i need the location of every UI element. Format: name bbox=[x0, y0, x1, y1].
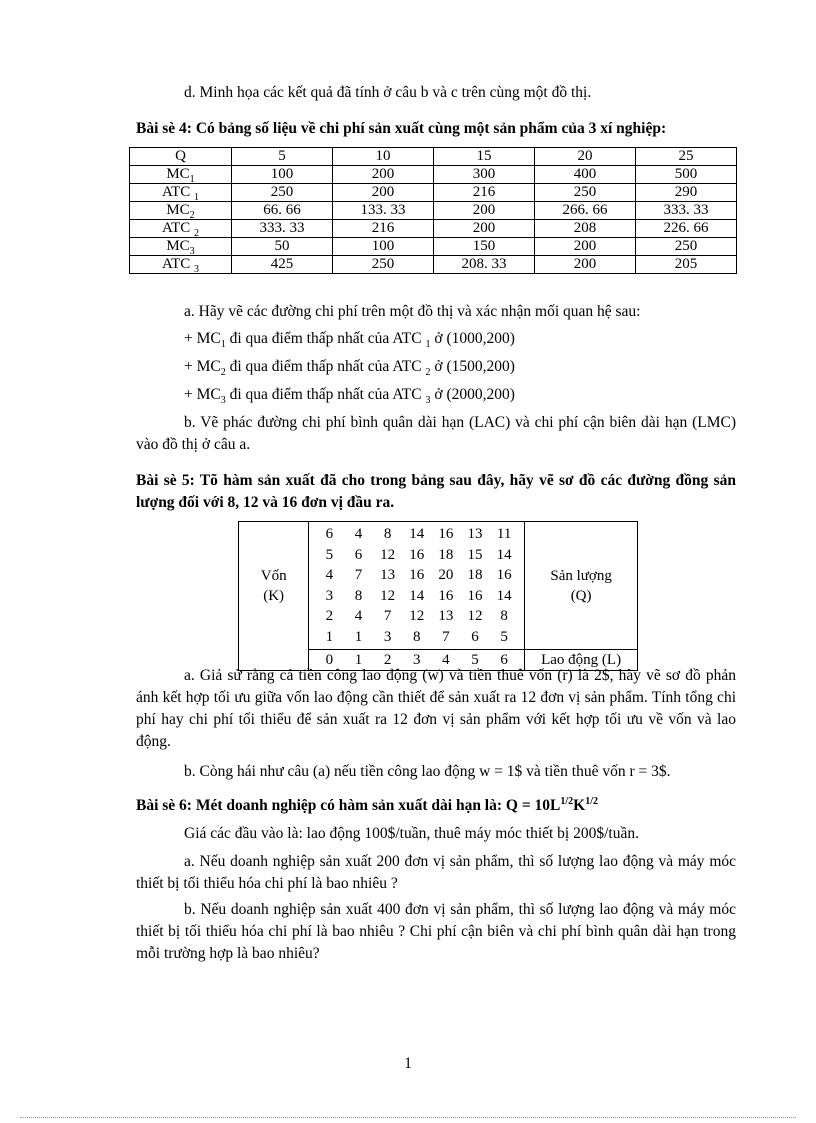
ex6-title: Bài sè 6: Mét doanh nghiệp có hàm sản xuất dài hạn là: $Q = 10L^{1/2}K^{1/2}$ bbox=[136, 795, 599, 814]
ex4-part-a: a. Hãy vẽ các đường chi phí trên một đồ thị và xác nhận mối quan hệ sau: bbox=[184, 303, 641, 320]
page-number: 1 bbox=[404, 1055, 412, 1072]
cost-table-header-row bbox=[130, 148, 737, 166]
cost-q-value: 5 bbox=[232, 148, 333, 166]
cell: 50 bbox=[232, 238, 333, 256]
grid-row: 2 4 7 12 13 12 8 bbox=[325, 608, 508, 624]
cell: 400 bbox=[535, 166, 636, 184]
cell: 66. 66 bbox=[232, 202, 333, 220]
ex4-relation: + $MC_1$ đi qua điểm thấp nhất của ATC $_1$ ở (1000,200) bbox=[184, 330, 515, 351]
cell: 208 bbox=[535, 220, 636, 238]
cell: 133. 33 bbox=[333, 202, 434, 220]
cost-q-value: 15 bbox=[434, 148, 535, 166]
cell: 333. 33 bbox=[232, 220, 333, 238]
cell: 200 bbox=[333, 184, 434, 202]
cell: 200 bbox=[434, 220, 535, 238]
cell: 266. 66 bbox=[535, 202, 636, 220]
cell: 200 bbox=[434, 202, 535, 220]
cell: 425 bbox=[232, 256, 333, 274]
labor-axis: 0 1 2 3 4 5 6 bbox=[309, 650, 525, 671]
table-row bbox=[130, 166, 737, 184]
cell: 500 bbox=[636, 166, 737, 184]
grid-row: 1 1 3 8 7 6 5 bbox=[325, 628, 508, 645]
cell: 250 bbox=[333, 256, 434, 274]
ex4-relation: + $MC_3$ đi qua điểm thấp nhất của ATC $_3$ ở (2000,200) bbox=[184, 386, 515, 407]
production-table bbox=[238, 521, 638, 671]
row-label: ATC $_2$ bbox=[130, 220, 232, 238]
cell: 205 bbox=[636, 256, 737, 274]
cell: 226. 66 bbox=[636, 220, 737, 238]
cell: 290 bbox=[636, 184, 737, 202]
cell: 200 bbox=[535, 256, 636, 274]
grid-row: 6 4 8 14 16 13 11 bbox=[325, 526, 512, 542]
table-row bbox=[130, 184, 737, 202]
cell: 250 bbox=[535, 184, 636, 202]
cost-header-label: Q bbox=[130, 148, 232, 166]
ex5-title: Bài sè 5: Tõ hàm sản xuất đã cho trong bảng sau đây, hãy vẽ sơ đồ các đường đồng sản lượng đối với 8, 12 và 16 đơn vị đầu ra. bbox=[136, 472, 736, 511]
ex6-part-a: a. Nếu doanh nghiệp sản xuất 200 đơn vị sản phẩm, thì số lượng lao động và máy móc thiết bị tối thiểu hóa chi phí là bao nhiêu ? bbox=[136, 853, 736, 892]
intro-line: d. Minh họa các kết quả đã tính ở câu b và c trên cùng một đồ thị. bbox=[184, 84, 592, 101]
cell: 250 bbox=[636, 238, 737, 256]
output-label: Sản lượng (Q) bbox=[525, 522, 638, 650]
cell: 216 bbox=[434, 184, 535, 202]
ex6-part-b: b. Nếu doanh nghiệp sản xuất 400 đơn vị sản phẩm, thì số lượng lao động và máy móc thiết bị tối thiểu hóa chi phí là bao nhiêu ? Chi phí cận biên và chi phí bình quân dài hạn trong mỗi trường hợp là bao nhiêu? bbox=[136, 901, 736, 962]
ex4-relation: + $MC_2$ đi qua điểm thấp nhất của ATC $_2$ ở (1500,200) bbox=[184, 358, 515, 379]
ex4-title: Bài sè 4: Có bảng số liệu về chi phí sản xuất cùng một sản phẩm của 3 xí nghiệp: bbox=[136, 120, 667, 137]
cell: 100 bbox=[232, 166, 333, 184]
table-row bbox=[130, 220, 737, 238]
production-grid bbox=[309, 522, 525, 650]
ex6-prices: Giá các đầu vào là: lao động 100$/tuần, thuê máy móc thiết bị 200$/tuần. bbox=[184, 825, 639, 842]
cell: 300 bbox=[434, 166, 535, 184]
ex5-part-a: a. Giả sử rằng cả tiền công lao động (w) và tiền thuê vốn (r) là 2$, hãy vẽ sơ đồ phản ánh kết hợp tối ưu giữa vốn lao động cần thiết để sản xuất ra 12 đơn vị sản phẩm. Tính tổng chi phí hay chi phí tối thiểu để sản xuất ra 12 đơn vị sản phẩm với kết hợp tối ưu về vốn và lao động. bbox=[136, 667, 736, 750]
ex5-part-b: b. Còng hái như câu (a) nếu tiền công lao động w = 1$ và tiền thuê vốn r = 3$. bbox=[184, 763, 671, 780]
row-label: $MC_2$ bbox=[130, 202, 232, 220]
grid-row: 4 7 13 16 20 18 16 bbox=[325, 567, 512, 583]
cost-table bbox=[129, 147, 737, 274]
cell: 150 bbox=[434, 238, 535, 256]
row-label: $MC_1$ bbox=[130, 166, 232, 184]
table-row bbox=[130, 202, 737, 220]
cost-q-value: 10 bbox=[333, 148, 434, 166]
cell: 208. 33 bbox=[434, 256, 535, 274]
labor-label: Lao động (L) bbox=[525, 650, 638, 671]
cell: 250 bbox=[232, 184, 333, 202]
grid-row: 3 8 12 14 16 16 14 bbox=[325, 587, 512, 604]
cell: 200 bbox=[333, 166, 434, 184]
table-row bbox=[130, 238, 737, 256]
cost-q-value: 25 bbox=[636, 148, 737, 166]
footer-divider bbox=[20, 1117, 796, 1118]
cost-q-value: 20 bbox=[535, 148, 636, 166]
cell: 200 bbox=[535, 238, 636, 256]
table-row bbox=[130, 256, 737, 274]
cell: 100 bbox=[333, 238, 434, 256]
row-label: $MC_3$ bbox=[130, 238, 232, 256]
cell: 216 bbox=[333, 220, 434, 238]
cell: 333. 33 bbox=[636, 202, 737, 220]
row-label: ATC $_1$ bbox=[130, 184, 232, 202]
capital-label: Vốn (K) bbox=[239, 522, 309, 650]
row-label: ATC $_3$ bbox=[130, 256, 232, 274]
grid-row: 5 6 12 16 18 15 14 bbox=[325, 546, 512, 563]
ex4-part-b: b. Vẽ phác đường chi phí bình quân dài hạn (LAC) và chi phí cận biên dài hạn (LMC) vào đồ thị ở câu a. bbox=[136, 414, 736, 453]
